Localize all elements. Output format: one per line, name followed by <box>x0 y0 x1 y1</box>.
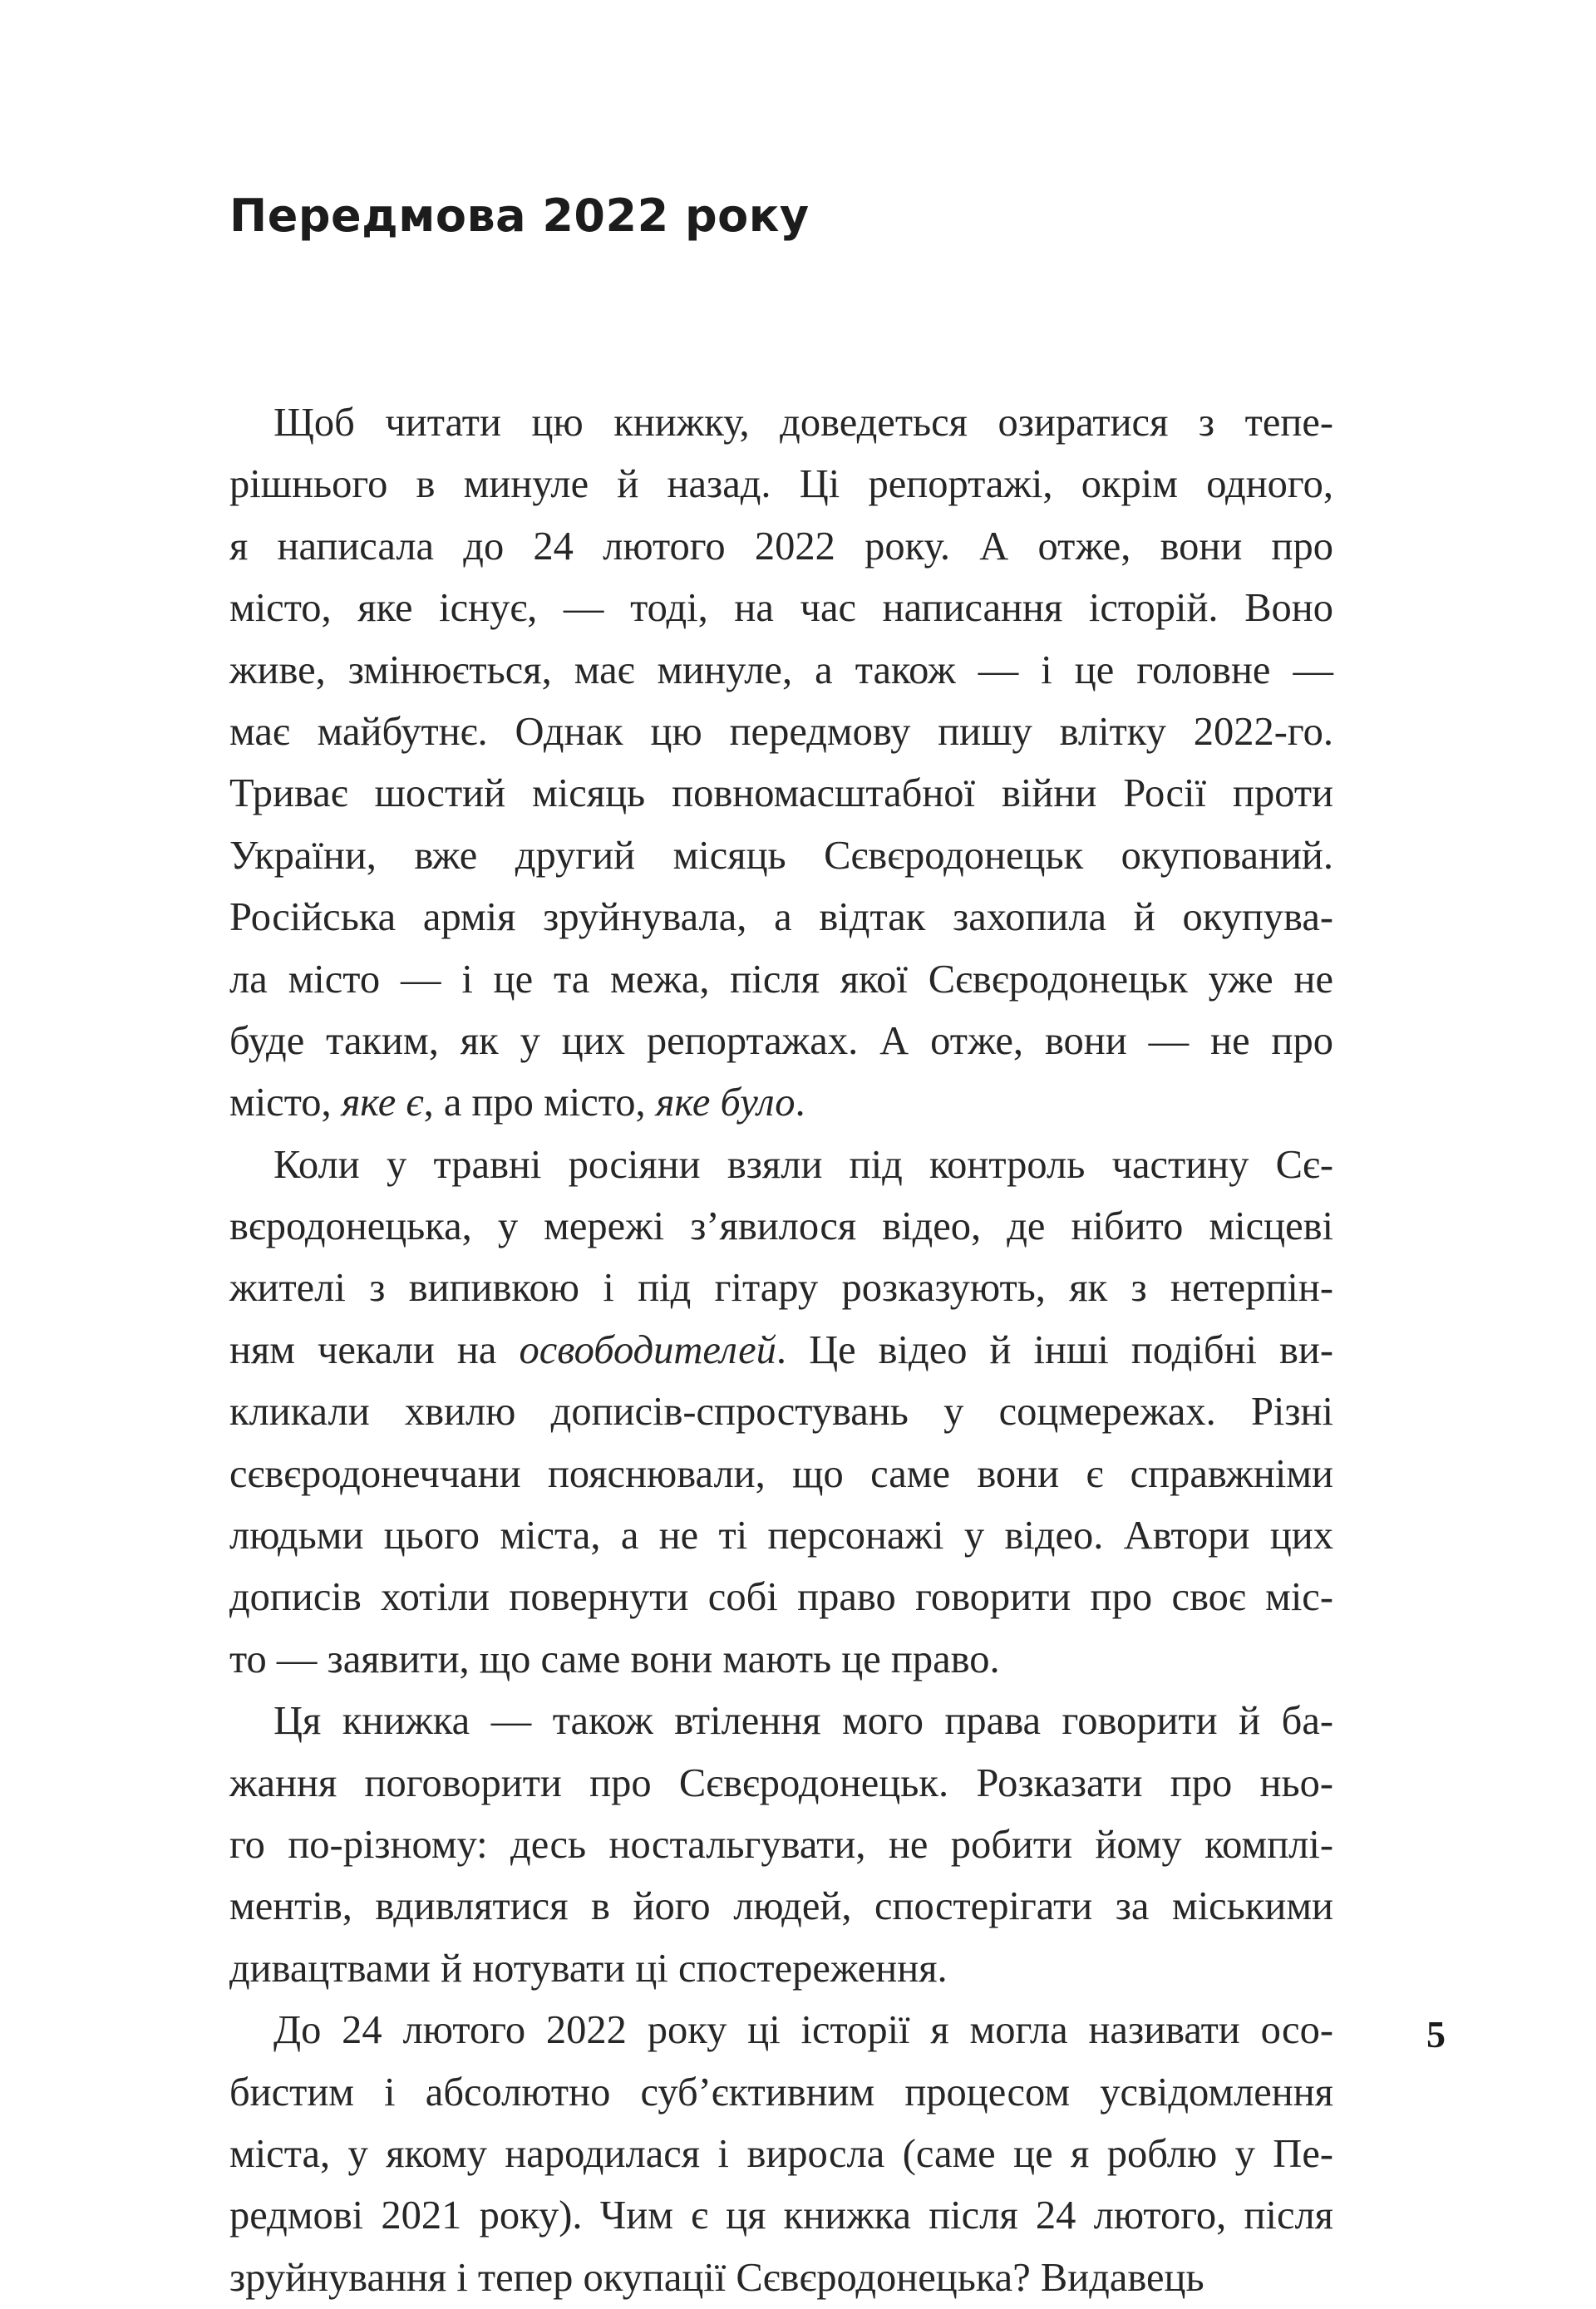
text-line <box>229 1938 1333 2000</box>
text-segment: ла місто — і це та межа, після якої Сєвєродонецьк уже не <box>229 957 1333 1002</box>
chapter-heading: Передмова 2022 року <box>229 190 810 242</box>
text-segment: Ця книжка — також втілення мого права говорити й ба- <box>273 1699 1333 1744</box>
text-line <box>229 1196 1333 1258</box>
text-line <box>229 2124 1333 2185</box>
text-segment: міста, у якому народилася і виросла (саме це я роблю у Пе- <box>229 2131 1333 2176</box>
text-segment: Триває шостий місяць повномасштабної війни Росії проти <box>229 771 1333 816</box>
text-segment: редмові 2021 року). Чим є ця книжка після 24 лютого, після <box>229 2193 1333 2238</box>
text-segment: Російська армія зруйнувала, а відтак захопила й окупува- <box>229 895 1333 940</box>
text-segment: сєвєродонеччани пояснювали, що саме вони є справжніми <box>229 1451 1333 1496</box>
text-line <box>229 1505 1333 1567</box>
text-segment: буде таким, як у цих репортажах. А отже, вони — не про <box>229 1018 1333 1063</box>
text-segment: має майбутнє. Однак цю передмову пишу влітку 2022-го. <box>229 709 1333 754</box>
text-segment: бистим і абсолютно суб’єктивним процесом усвідомлення <box>229 2070 1333 2115</box>
text-segment: . <box>795 1081 805 1125</box>
text-line <box>229 825 1333 887</box>
text-segment: ментів, вдивлятися в його людей, спостерігати за міськими <box>229 1884 1333 1929</box>
text-segment: вєродонецька, у мережі з’явилося відео, де нібито місцеві <box>229 1204 1333 1249</box>
paragraph <box>229 392 1333 1135</box>
text-line <box>229 949 1333 1011</box>
text-segment: живе, змінюється, має минуле, а також — і це головне — <box>229 647 1333 692</box>
text-line <box>229 516 1333 578</box>
text-line <box>229 1567 1333 1628</box>
text-line <box>229 392 1333 454</box>
italic-text: яке є <box>341 1081 424 1125</box>
text-line <box>229 1011 1333 1072</box>
text-segment: я написала до 24 лютого 2022 року. А отже, вони про <box>229 524 1333 569</box>
text-segment: жителі з випивкою і під гітару розказують, як з нетерпін- <box>229 1266 1333 1311</box>
text-line <box>229 1381 1333 1443</box>
text-line <box>229 1753 1333 1814</box>
text-line <box>229 1444 1333 1505</box>
text-line <box>229 887 1333 948</box>
text-segment: України, вже другий місяць Сєвєродонецьк окупований. <box>229 833 1333 878</box>
text-segment: го по-різному: десь ностальгувати, не робити йому комплі- <box>229 1822 1333 1867</box>
text-line <box>229 1135 1333 1196</box>
text-line <box>229 2185 1333 2247</box>
body-text <box>229 392 1333 2309</box>
text-segment: то — заявити, що саме вони мають це право. <box>229 1637 1000 1681</box>
text-segment: дивацтвами й нотувати ці спостереження. <box>229 1946 948 1991</box>
text-line <box>229 1258 1333 1319</box>
text-line <box>229 763 1333 825</box>
italic-text: яке було <box>655 1081 796 1125</box>
text-line <box>229 702 1333 763</box>
text-line <box>229 2247 1333 2309</box>
text-line <box>229 1691 1333 1752</box>
text-segment: людьми цього міста, а не ті персонажі у відео. Автори цих <box>229 1514 1333 1558</box>
text-line <box>229 2000 1333 2061</box>
text-segment: жання поговорити про Сєвєродонецьк. Розказати про ньо- <box>229 1760 1333 1805</box>
text-segment: Коли у травні росіяни взяли під контроль частину Сє- <box>273 1142 1333 1187</box>
text-segment: ням чекали на <box>229 1327 520 1372</box>
text-segment: рішнього в минуле й назад. Ці репортажі, окрім одного, <box>229 462 1333 507</box>
text-line <box>229 454 1333 515</box>
text-line <box>229 640 1333 702</box>
text-segment: дописів хотіли повернути собі право говорити про своє міс- <box>229 1575 1333 1620</box>
text-line <box>229 2062 1333 2124</box>
text-segment: місто, <box>229 1081 342 1125</box>
page-number: 5 <box>1426 2013 1446 2055</box>
paragraph <box>229 1135 1333 1691</box>
text-line <box>229 1072 1333 1134</box>
text-line <box>229 1814 1333 1876</box>
text-segment: кликали хвилю дописів-спростувань у соцмережах. Різні <box>229 1390 1333 1435</box>
text-segment: До 24 лютого 2022 року ці історії я могла називати осо- <box>273 2008 1333 2053</box>
text-line <box>229 1320 1333 1381</box>
paragraph <box>229 2000 1333 2309</box>
text-segment: Щоб читати цю книжку, доведеться озиратися з тепе- <box>273 401 1333 445</box>
italic-text: освободителей <box>519 1327 776 1372</box>
text-line <box>229 1629 1333 1691</box>
text-segment: зруйнування і тепер окупації Сєвєродонецька? Видавець <box>229 2255 1204 2300</box>
text-segment: . Це відео й інші подібні ви- <box>776 1327 1333 1372</box>
text-line <box>229 578 1333 639</box>
text-segment: місто, яке існує, — тоді, на час написання історій. Воно <box>229 586 1333 631</box>
text-segment: , а про місто, <box>423 1081 656 1125</box>
paragraph <box>229 1691 1333 2000</box>
text-line <box>229 1876 1333 1937</box>
